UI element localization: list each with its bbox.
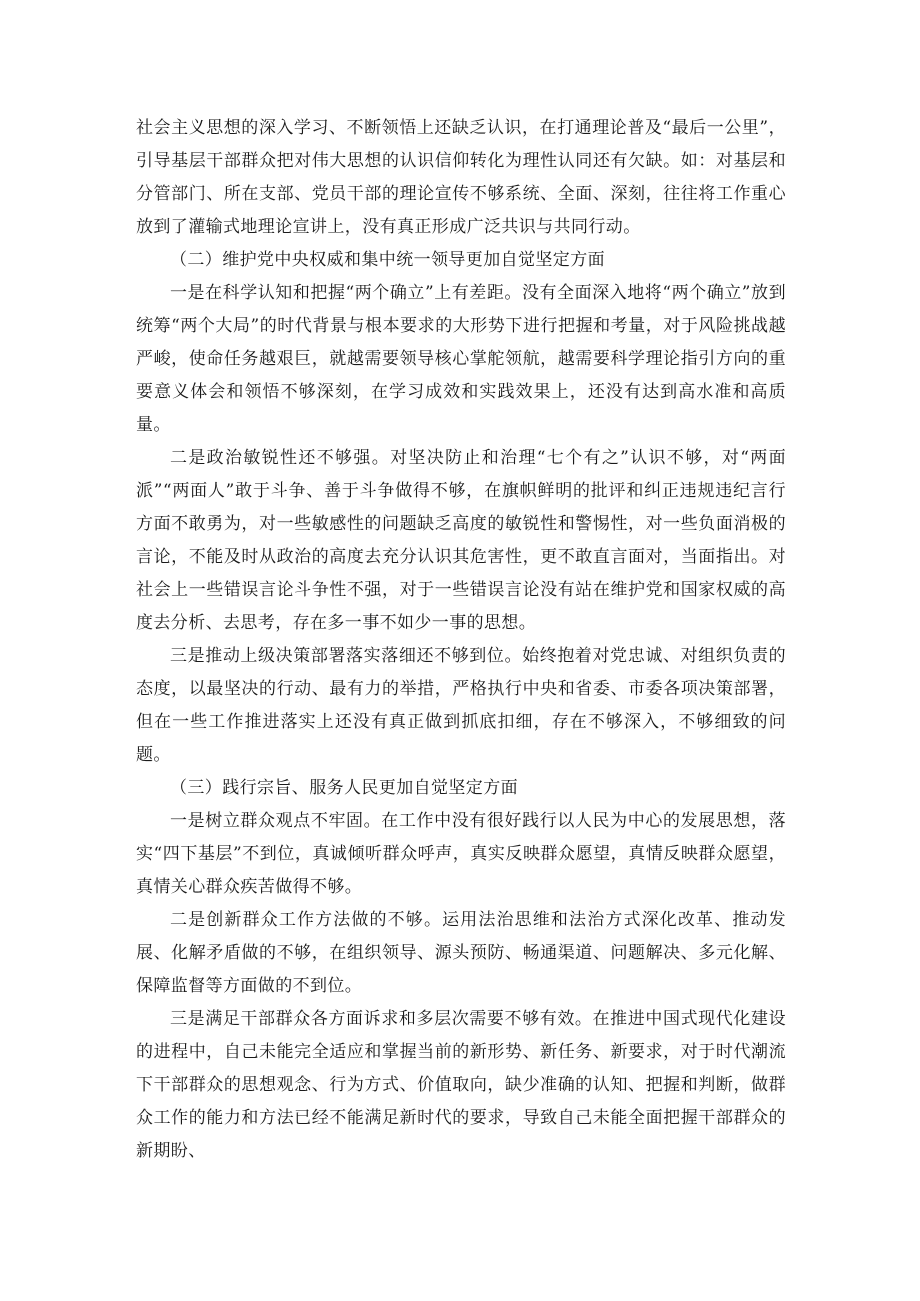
paragraph: 一是在科学认知和把握“两个确立”上有差距。没有全面深入地将“两个确立”放到统筹“两个大局”的时代背景与根本要求的大形势下进行把握和考量，对于风险挑战越严峻，使命任务越艰巨，就越需要领导核心掌舵领航，越需要科学理论指引方向的重要意义体会和领悟不够深刻，在学习成效和实践效果上，还没有达到高水准和高质量。: [136, 283, 786, 435]
paragraph: 二是创新群众工作方法做的不够。运用法治思维和法治方式深化改革、推动发展、化解矛盾做的不够，在组织领导、源头预防、畅通渠道、问题解决、多元化解、保障监督等方面做的不到位。: [136, 910, 786, 996]
paragraph: 三是满足干部群众各方面诉求和多层次需要不够有效。在推进中国式现代化建设的进程中，自己未能完全适应和掌握当前的新形势、新任务、新要求，对于时代潮流下干部群众的思想观念、行为方式、价值取向，缺少准确的认知、把握和判断，做群众工作的能力和方法已经不能满足新时代的要求，导致自己未能全面把握干部群众的新期盼、: [136, 1009, 786, 1161]
section-heading-three: （三）践行宗旨、服务人民更加自觉坚定方面: [170, 778, 518, 798]
section-heading-two: （二）维护党中央权威和集中统一领导更加自觉坚定方面: [170, 250, 605, 270]
paragraph: 二是政治敏锐性还不够强。对坚决防止和治理“七个有之”认识不够，对“两面派”“两面人”敢于斗争、善于斗争做得不够，在旗帜鲜明的批评和纠正违规违纪言行方面不敢勇为，对一些敏感性的问题缺乏高度的敏锐性和警惕性，对一些负面消极的言论，不能及时从政治的高度去充分认识其危害性，更不敢直言面对，当面指出。对社会上一些错误言论斗争性不强，对于一些错误言论没有站在维护党和国家权威的高度去分析、去思考，存在多一事不如少一事的思想。: [136, 448, 786, 633]
document-page: [136, 112, 786, 1168]
paragraph-continuation: 社会主义思想的深入学习、不断领悟上还缺乏认识，在打通理论普及“最后一公里”，引导基层干部群众把对伟大思想的认识信仰转化为理性认同还有欠缺。如：对基层和分管部门、所在支部、党员干部的理论宣传不够系统、全面、深刻，往往将工作重心放到了灌输式地理论宣讲上，没有真正形成广泛共识与共同行动。: [136, 118, 786, 237]
paragraph: 三是推动上级决策部署落实落细还不够到位。始终抱着对党忠诚、对组织负责的态度，以最坚决的行动、最有力的举措，严格执行中央和省委、市委各项决策部署，但在一些工作推进落实上还没有真正做到抓底扣细，存在不够深入，不够细致的问题。: [136, 646, 786, 765]
paragraph: 一是树立群众观点不牢固。在工作中没有很好践行以人民为中心的发展思想，落实“四下基层”不到位，真诚倾听群众呼声，真实反映群众愿望，真情反映群众愿望，真情关心群众疾苦做得不够。: [136, 811, 786, 897]
